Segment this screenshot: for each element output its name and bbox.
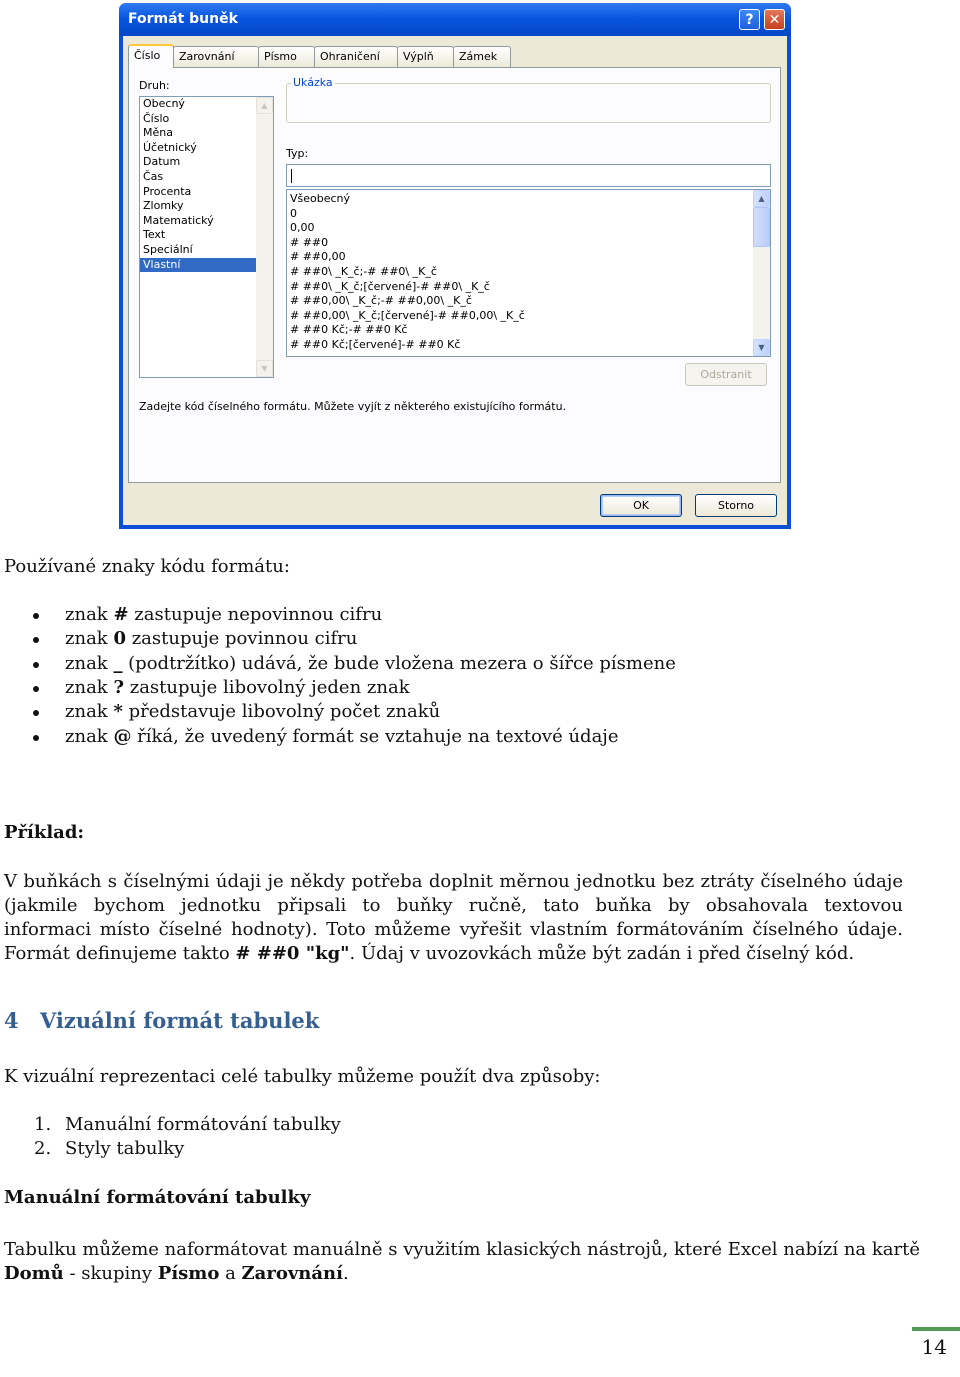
bullet-text-part: znak (65, 628, 114, 650)
format-hint: Zadejte kód číselného formátu. Můžete vyjít z některého existujícího formátu. (139, 400, 567, 413)
item-number: 2. (34, 1138, 52, 1159)
manual-line: Tabulku můžeme naformátovat manuálně s využitím klasických nástrojů, které Excel nabízí na kartě (4, 1239, 920, 1260)
scroll-thumb[interactable] (753, 207, 770, 247)
category-item[interactable]: Speciální (143, 242, 193, 256)
help-icon: ? (745, 12, 754, 28)
example-code: # ##0 "kg" (235, 943, 350, 964)
section-title: Vizuální formát tabulek (40, 1008, 320, 1033)
section-intro: K vizuální reprezentaci celé tabulky můžeme použít dva způsoby: (4, 1066, 601, 1087)
bullet-icon (33, 710, 39, 716)
bullet-text (65, 652, 676, 676)
bullet-text (65, 676, 410, 700)
scroll-down-icon[interactable]: ▼ (256, 360, 273, 377)
category-item[interactable]: Zlomky (143, 199, 184, 213)
bullet-text-part: znak (65, 604, 114, 625)
format-code-item[interactable]: # ##0 Kč;-# ##0 Kč (290, 323, 408, 337)
category-item[interactable]: Čas (143, 169, 164, 183)
format-char: @ (113, 725, 132, 747)
category-items (140, 97, 273, 272)
bullet-text-part: zastupuje povinnou cifru (125, 628, 358, 650)
bullet-text-part: znak (65, 725, 114, 747)
bullet-text (65, 627, 357, 651)
type-label: Typ: (286, 147, 309, 160)
category-item[interactable]: Obecný (143, 97, 185, 110)
category-item[interactable]: Vlastní (140, 258, 273, 273)
example-line: informaci místo číselné hodnoty). Toto můžeme vyřešit vlastním formátováním číselného údaje. (4, 919, 903, 940)
format-char: # (113, 604, 129, 625)
manual-heading: Manuální formátování tabulky (4, 1187, 311, 1208)
format-char: 0 (113, 628, 126, 650)
format-code-item[interactable]: # ##0,00\ _K_č;[červené]-# ##0,00\ _K_č (290, 308, 525, 322)
dialog-title: Formát buněk (128, 11, 238, 27)
example-line: V buňkách s číselnými údaji je někdy potřeba doplnit měrnou jednotku bez ztráty číselného údaje (4, 871, 903, 892)
bullet-icon (33, 637, 39, 643)
close-button[interactable] (764, 9, 785, 30)
category-item[interactable]: Matematický (143, 213, 214, 227)
bullet-text (65, 725, 619, 749)
bullet-icon (33, 662, 39, 668)
category-item[interactable]: Procenta (143, 184, 192, 198)
bullet-text-part: představuje libovolný počet znaků (122, 701, 441, 723)
sample-group (286, 76, 771, 123)
category-scrollbar[interactable] (256, 97, 273, 377)
format-char: ? (113, 676, 124, 698)
dialog-body (123, 36, 787, 525)
sample-label: Ukázka (293, 76, 333, 89)
tab-zarovnani[interactable]: Zarovnání (173, 46, 259, 67)
bullet-text-part: zastupuje libovolný jeden znak (123, 676, 410, 698)
scroll-up-icon[interactable]: ▲ (753, 190, 770, 207)
format-code-items (287, 190, 770, 353)
bullet-text-part: znak (65, 676, 114, 698)
manual-line-2 (4, 1262, 349, 1286)
help-button[interactable] (739, 9, 760, 30)
category-item[interactable]: Účetnický (143, 140, 197, 154)
format-code-item[interactable]: 0,00 (290, 221, 315, 235)
category-item[interactable]: Text (143, 228, 166, 242)
manual-text: . (342, 1263, 349, 1284)
type-input[interactable] (286, 164, 771, 187)
category-item[interactable]: Datum (143, 155, 181, 169)
tab-panel-cislo (128, 67, 781, 483)
example-last-pre: Formát definujeme takto (4, 943, 236, 964)
format-code-item[interactable]: # ##0 (290, 235, 329, 249)
example-last-post: . Údaj v uvozovkách může být zadán i před číselný kód. (349, 943, 855, 964)
example-paragraph (4, 870, 903, 942)
example-heading: Příklad: (4, 822, 85, 843)
category-item[interactable]: Měna (143, 126, 173, 140)
bullet-text-part: říká, že uvedený formát se vztahuje na textové údaje (131, 725, 619, 747)
numbered-item (34, 1137, 185, 1161)
bullet-icon (33, 735, 39, 741)
text-caret (291, 169, 292, 183)
format-code-item[interactable]: 0 (290, 206, 297, 220)
format-chars-intro: Používané znaky kódu formátu: (4, 556, 290, 577)
scroll-up-icon[interactable]: ▲ (256, 97, 273, 114)
cancel-button[interactable]: Storno (695, 494, 777, 517)
format-code-item[interactable]: # ##0\ _K_č;[červené]-# ##0\ _K_č (290, 279, 490, 293)
tab-zamek[interactable]: Zámek (453, 46, 511, 67)
format-code-item[interactable]: # ##0,00 (290, 250, 346, 264)
tab-vypln[interactable]: Výplň (397, 46, 454, 67)
ribbon-group-alignment: Zarovnání (241, 1263, 343, 1284)
category-listbox[interactable] (139, 96, 274, 378)
bullet-text-part: znak (65, 652, 114, 674)
example-line: (jakmile bychom jednotku připsali to buňky ručně, tato buňka by obsahovala textovou (4, 895, 903, 916)
bullet-text-part: zastupuje nepovinnou cifru (128, 604, 383, 625)
manual-text: - skupiny (63, 1263, 158, 1284)
format-code-item[interactable]: # ##0\ _K_č;-# ##0\ _K_č (290, 264, 437, 278)
format-code-item[interactable]: Všeobecný (290, 192, 351, 205)
bullet-text-part: znak (65, 701, 114, 723)
item-text: Styly tabulky (65, 1138, 185, 1159)
category-item[interactable]: Číslo (143, 111, 170, 125)
format-code-item[interactable]: # ##0 Kč;[červené]-# ##0 Kč (290, 337, 461, 351)
category-label: Druh: (139, 79, 170, 92)
item-text: Manuální formátování tabulky (65, 1114, 341, 1135)
dialog-titlebar[interactable] (119, 3, 791, 36)
format-char: _ (113, 652, 123, 674)
page-number-box (912, 1327, 960, 1369)
manual-paragraph (4, 1238, 920, 1262)
numbered-item (34, 1113, 341, 1137)
item-number: 1. (34, 1114, 52, 1135)
bullet-text-part: (podtržítko) udává, že bude vložena mezera o šířce písmene (122, 652, 676, 674)
ribbon-tab-home: Domů (4, 1263, 64, 1284)
bullet-text (65, 700, 440, 724)
close-icon: ✕ (768, 12, 781, 28)
format-cells-dialog (119, 3, 791, 529)
section-number: 4 (4, 1008, 19, 1033)
ribbon-group-font: Písmo (157, 1263, 220, 1284)
bullet-text (65, 603, 382, 627)
tab-pismo[interactable]: Písmo (258, 46, 315, 67)
tab-ohraniceni[interactable]: Ohraničení (314, 46, 398, 67)
manual-text: a (219, 1263, 242, 1284)
format-char: * (113, 701, 123, 723)
delete-button[interactable]: Odstranit (685, 363, 767, 386)
format-code-listbox[interactable] (286, 189, 771, 357)
format-scrollbar[interactable] (753, 190, 770, 356)
tab-cislo[interactable]: Číslo (128, 44, 174, 68)
bullet-icon (33, 686, 39, 692)
example-last-line (4, 942, 854, 966)
ok-button[interactable]: OK (600, 494, 682, 517)
format-code-item[interactable]: # ##0,00\ _K_č;-# ##0,00\ _K_č (290, 294, 472, 308)
bullet-icon (33, 613, 39, 619)
scroll-down-icon[interactable]: ▼ (753, 339, 770, 356)
page-number: 14 (921, 1335, 947, 1359)
